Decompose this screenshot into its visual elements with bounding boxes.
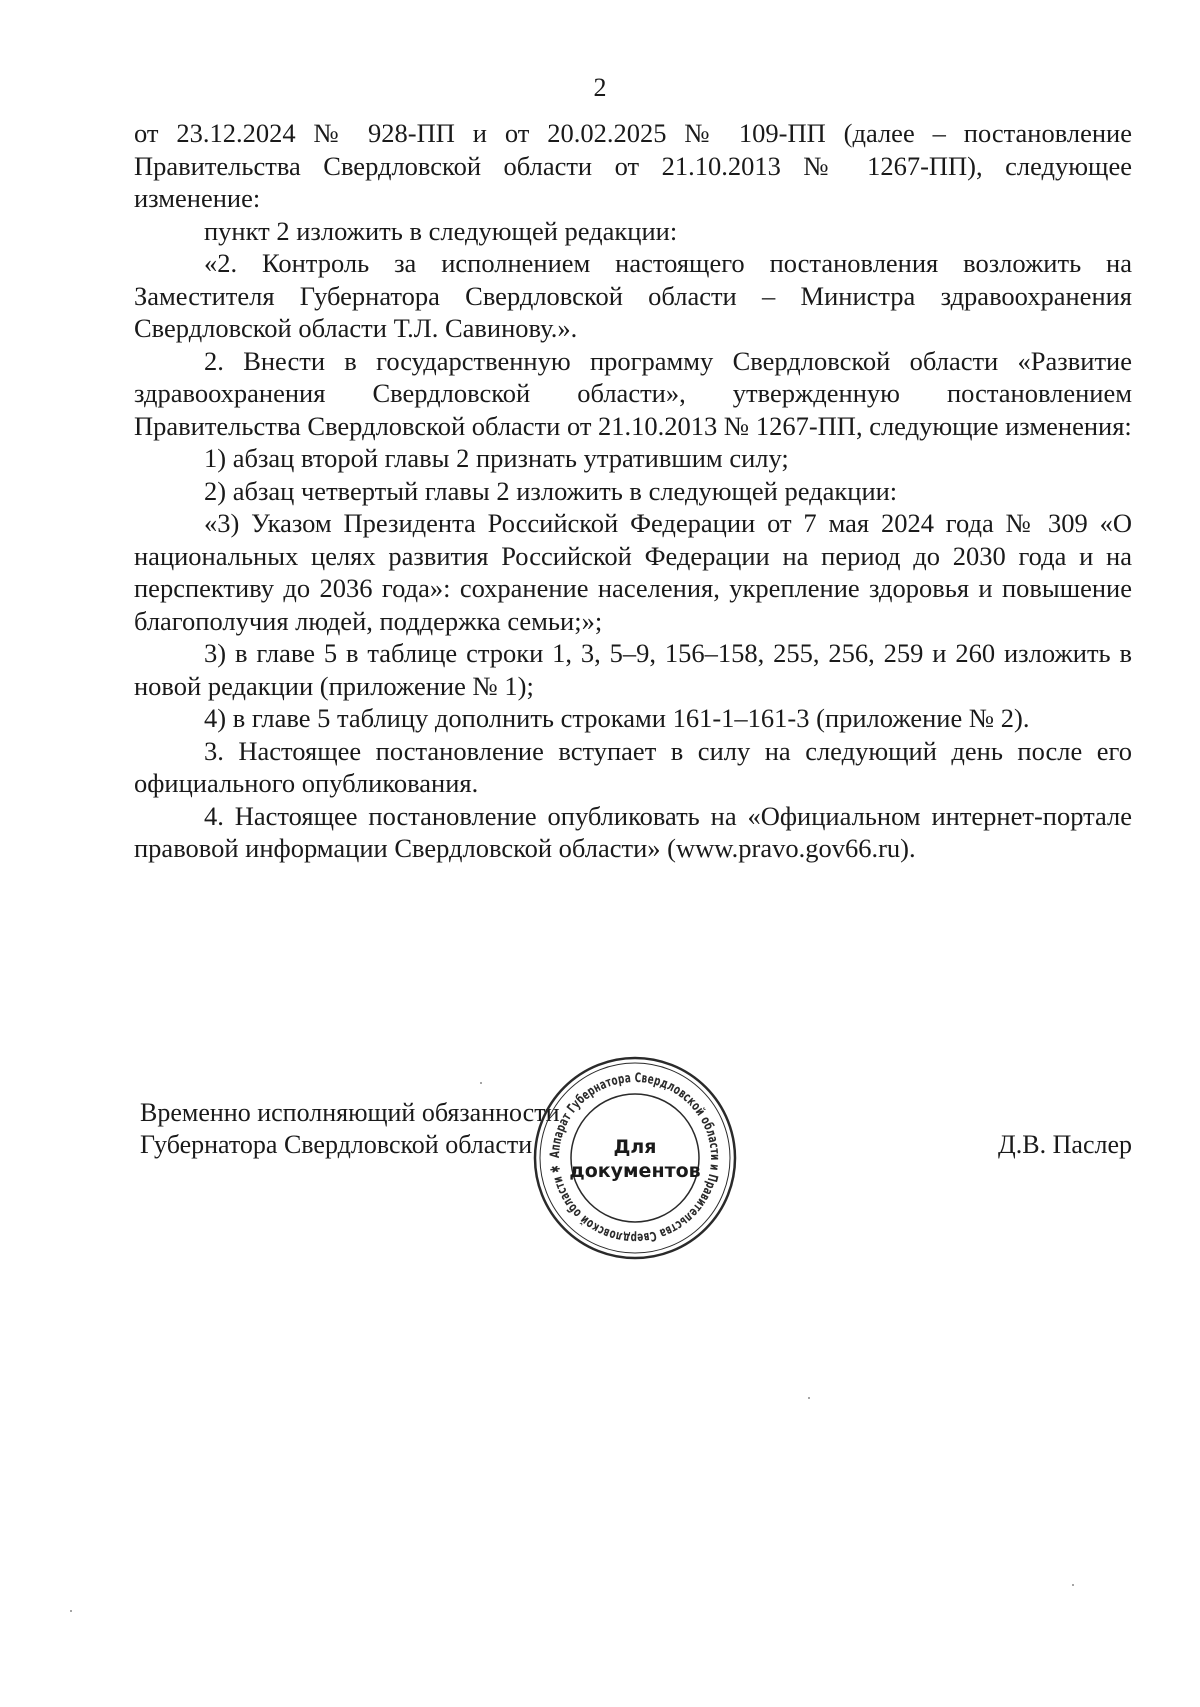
- signature-position: [140, 1097, 560, 1161]
- paragraph-item-2-text: «2. Контроль за исполнением настоящего постановления возложить на Заместителя Губернатора Свердловской области – Министра здравоохранения Свердловской области Т.Л. Савинову.».: [134, 248, 1132, 343]
- seal-center-line-1: Для: [613, 1136, 657, 1158]
- scan-speck: [1072, 1584, 1074, 1586]
- paragraph-subitem-1: 1) абзац второй главы 2 признать утратившим силу;: [204, 443, 789, 473]
- seal-inner-ring: [571, 1094, 699, 1222]
- document-body: [134, 117, 1132, 865]
- paragraph-section-2: 2. Внести в государственную программу Свердловской области «Развитие здравоохранения Свердловской области», утвержденную постановлением Правительства Свердловской области от 21.10.2013 № 1267-ПП, следующие изменения:: [134, 345, 1132, 441]
- seal-center-line-2: документов: [569, 1160, 701, 1182]
- scan-speck: [808, 1397, 810, 1399]
- paragraph-item-2-intro: пункт 2 изложить в следующей редакции:: [204, 215, 678, 246]
- signature-position-line-2: Губернатора Свердловской области: [140, 1130, 533, 1159]
- scan-speck: [480, 1082, 482, 1084]
- page-number: 2: [593, 73, 607, 102]
- paragraph-subitem-2: 2) абзац четвертый главы 2 изложить в следующей редакции:: [204, 475, 898, 506]
- scan-speck: [70, 1610, 72, 1612]
- seal-middle-ring: [540, 1063, 730, 1253]
- seal-outer-ring: [535, 1058, 735, 1258]
- paragraph-continuation: от 23.12.2024 № 928-ПП и от 20.02.2025 № 109-ПП (далее – постановление Правительства Свердловской области от 21.10.2013 № 1267-ПП), следующее изменение:: [134, 118, 1132, 213]
- seal-ring-text: Аппарат Губернатора Свердловской области и Правительства Свердловской области ✱: [547, 1070, 723, 1246]
- official-seal: [530, 1053, 740, 1263]
- paragraph-subitem-4: 4) в главе 5 таблицу дополнить строками 161-1–161-3 (приложение № 2).: [204, 703, 1030, 733]
- paragraph-subitem-3: 3) в главе 5 в таблице строки 1, 3, 5–9, 156–158, 255, 256, 259 и 260 изложить в новой редакции (приложение № 1);: [134, 638, 1132, 701]
- paragraph-section-4: 4. Настоящее постановление опубликовать на «Официальном интернет-портале правовой информации Свердловской области» (www.pravo.gov66.ru).: [134, 800, 1132, 863]
- signature-position-line-1: Временно исполняющий обязанности: [140, 1098, 560, 1127]
- seal-graphic: [530, 1053, 740, 1263]
- paragraph-section-3: 3. Настоящее постановление вступает в силу на следующий день после его официального опубликования.: [134, 735, 1132, 798]
- paragraph-subitem-2-text: «3) Указом Президента Российской Федерации от 7 мая 2024 года № 309 «О национальных целях развития Российской Федерации на период до 2030 года и на перспективу до 2036 года»: сохранение населения, укрепление здоровья и повышение благополучия людей, поддержка семьи;»;: [134, 508, 1132, 636]
- signer-name: Д.В. Паслер: [998, 1130, 1132, 1159]
